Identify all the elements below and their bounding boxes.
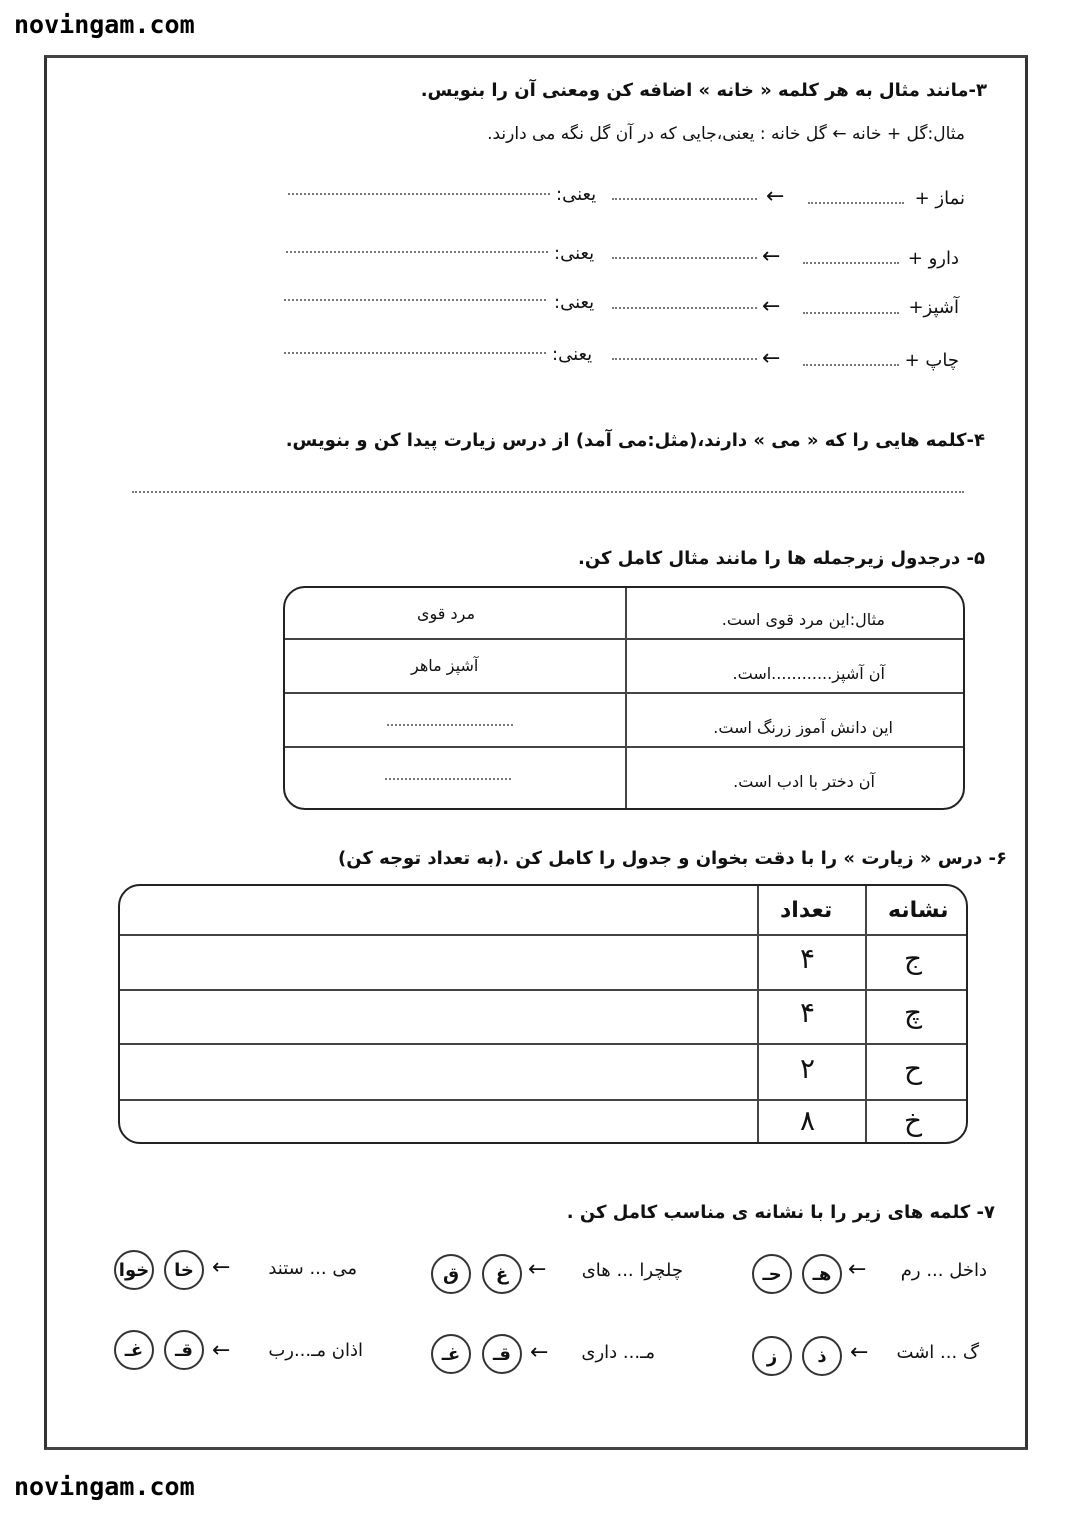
q7-word: مـ... داری bbox=[581, 1342, 655, 1363]
word-blank[interactable] bbox=[803, 312, 899, 314]
arrow-icon: ← bbox=[850, 1340, 869, 1365]
q6-table bbox=[118, 884, 968, 1144]
q7-title: ۷- کلمه های زیر را با نشانه ی مناسب کامل کن . bbox=[566, 1202, 995, 1223]
count-cell: ۴ bbox=[800, 996, 816, 1029]
sentence-cell: مثال:این مرد قوی است. bbox=[721, 610, 885, 629]
option-circle[interactable]: ق bbox=[431, 1254, 471, 1294]
option-circle[interactable]: غـ bbox=[431, 1334, 471, 1374]
q7-word: داخل ... رم bbox=[900, 1260, 987, 1281]
q3-word: نماز + bbox=[914, 188, 965, 209]
answer-blank[interactable] bbox=[385, 778, 511, 780]
arrow-icon: ← bbox=[762, 244, 781, 269]
q7-word: می ... ستند bbox=[268, 1258, 357, 1279]
arrow-icon: ← bbox=[762, 346, 781, 371]
option-circle[interactable]: قـ bbox=[164, 1330, 204, 1370]
meaning-label: یعنی: bbox=[552, 344, 593, 365]
watermark-bottom: novingam.com bbox=[14, 1472, 195, 1501]
arrow-icon: ← bbox=[762, 294, 781, 319]
q5-title: ۵- درجدول زیرجمله ها را مانند مثال کامل کن. bbox=[578, 548, 985, 569]
q4-answer-blank[interactable] bbox=[132, 491, 964, 493]
word-blank[interactable] bbox=[803, 262, 899, 264]
combined-blank[interactable] bbox=[612, 257, 757, 259]
q3-word: دارو + bbox=[907, 248, 959, 269]
option-circle[interactable]: ز bbox=[752, 1336, 792, 1376]
q5-table bbox=[283, 586, 965, 810]
arrow-icon: ← bbox=[530, 1340, 549, 1365]
q3-word: آشپز+ bbox=[908, 297, 959, 318]
row-divider bbox=[120, 1099, 968, 1101]
arrow-icon: ← bbox=[212, 1338, 231, 1363]
arrow-icon: ← bbox=[212, 1255, 231, 1280]
row-divider bbox=[120, 1043, 968, 1045]
q3-example: مثال:گل + خانه ← گل خانه : یعنی،جایی که در آن گل نگه می دارند. bbox=[487, 124, 965, 144]
option-circle[interactable]: حـ bbox=[752, 1254, 792, 1294]
header-count: تعداد bbox=[780, 898, 833, 923]
q3-word: چاپ + bbox=[904, 350, 959, 371]
row-divider bbox=[285, 746, 965, 748]
word-blank[interactable] bbox=[808, 202, 904, 204]
option-circle[interactable]: قـ bbox=[482, 1334, 522, 1374]
q4-title: ۴-کلمه هایی را که « می » دارند،(مثل:می آمد) از درس زیارت پیدا کن و بنویس. bbox=[285, 430, 985, 451]
column-divider bbox=[865, 886, 867, 1144]
meaning-label: یعنی: bbox=[554, 292, 595, 313]
sentence-cell: این دانش آموز زرنگ است. bbox=[713, 718, 893, 737]
sign-cell: چ bbox=[904, 996, 923, 1029]
count-cell: ۲ bbox=[800, 1052, 816, 1085]
sentence-cell: آن آشپز............است. bbox=[732, 664, 885, 683]
option-circle[interactable]: خا bbox=[164, 1250, 204, 1290]
meaning-blank[interactable] bbox=[288, 193, 550, 195]
count-cell: ۴ bbox=[800, 942, 816, 975]
q7-word: گ ... اشت bbox=[896, 1342, 979, 1363]
option-circle[interactable]: ذ bbox=[802, 1336, 842, 1376]
option-circle[interactable]: خوا bbox=[114, 1250, 154, 1290]
row-divider bbox=[120, 989, 968, 991]
combined-blank[interactable] bbox=[612, 307, 757, 309]
sign-cell: ح bbox=[904, 1052, 923, 1085]
watermark-top: novingam.com bbox=[14, 10, 195, 39]
row-divider bbox=[285, 692, 965, 694]
answer-cell: آشپز ماهر bbox=[411, 656, 479, 675]
q3-title: ۳-مانند مثال به هر کلمه « خانه » اضافه کن ومعنی آن را بنویس. bbox=[420, 80, 987, 101]
meaning-blank[interactable] bbox=[286, 251, 548, 253]
q7-word: چلچرا ... های bbox=[581, 1260, 683, 1281]
option-circle[interactable]: غـ bbox=[114, 1330, 154, 1370]
meaning-label: یعنی: bbox=[556, 184, 597, 205]
sign-cell: ج bbox=[904, 942, 923, 975]
meaning-blank[interactable] bbox=[284, 352, 546, 354]
arrow-icon: ← bbox=[528, 1257, 547, 1282]
arrow-icon: ← bbox=[848, 1257, 867, 1282]
meaning-blank[interactable] bbox=[284, 299, 546, 301]
option-circle[interactable]: هـ bbox=[802, 1254, 842, 1294]
q7-word: اذان مـ...رب bbox=[268, 1340, 363, 1361]
sign-cell: خ bbox=[904, 1104, 923, 1137]
answer-cell: مرد قوی bbox=[417, 604, 476, 623]
column-divider bbox=[757, 886, 759, 1144]
header-sign: نشانه bbox=[888, 898, 949, 923]
column-divider bbox=[625, 588, 627, 810]
answer-blank[interactable] bbox=[387, 724, 513, 726]
combined-blank[interactable] bbox=[612, 358, 757, 360]
sentence-cell: آن دختر با ادب است. bbox=[733, 772, 875, 791]
combined-blank[interactable] bbox=[612, 198, 757, 200]
row-divider bbox=[120, 934, 968, 936]
option-circle[interactable]: غ bbox=[482, 1254, 522, 1294]
meaning-label: یعنی: bbox=[554, 243, 595, 264]
q6-title: ۶- درس « زیارت » را با دقت بخوان و جدول را کامل کن .(به تعداد توجه کن) bbox=[338, 848, 1007, 869]
count-cell: ۸ bbox=[800, 1104, 816, 1137]
row-divider bbox=[285, 638, 965, 640]
arrow-icon: ← bbox=[766, 184, 785, 209]
word-blank[interactable] bbox=[803, 364, 899, 366]
